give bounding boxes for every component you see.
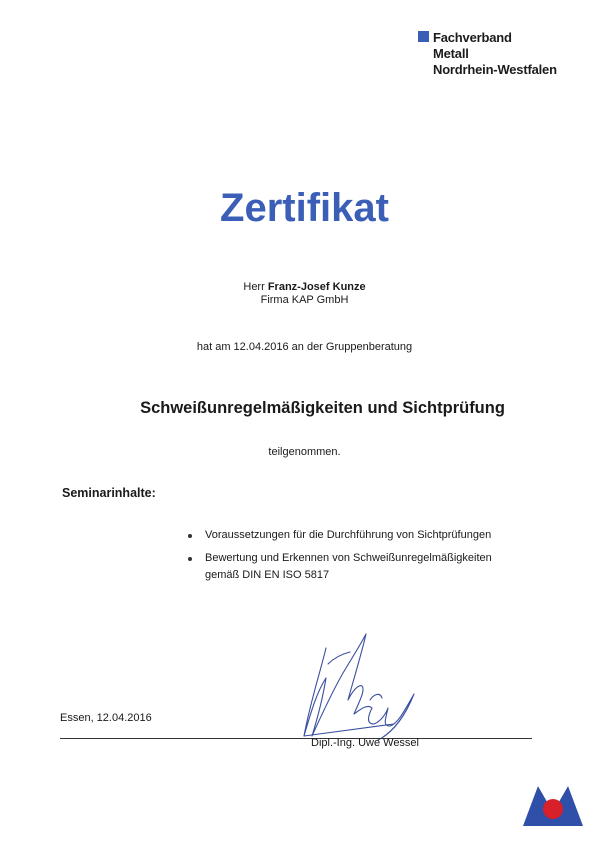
organization-name-line-3: Nordrhein-Westfalen	[433, 62, 557, 77]
list-item	[185, 527, 515, 545]
date-statement: hat am 12.04.2016 an der Gruppenberatung	[196, 341, 413, 353]
course-title: Schweißunregelmäßigkeiten und Sichtprüfung	[140, 399, 505, 417]
recipient-company: Firma KAP GmbH	[260, 294, 349, 306]
organization-name-line-1: Fachverband	[433, 30, 512, 45]
place-and-date: Essen, 12.04.2016	[60, 712, 152, 724]
seminar-heading: Seminarinhalte:	[62, 486, 156, 500]
bullet-icon	[188, 534, 192, 538]
signer-name: Dipl.-Ing. Uwe Wessel	[311, 737, 419, 749]
metall-m-logo-icon	[523, 782, 583, 826]
organization-name-line-2: Metall	[433, 46, 469, 61]
bullet-icon	[188, 557, 192, 561]
blue-square-icon	[418, 31, 429, 42]
seminar-item-text: Bewertung und Erkennen von Schweißunregelmäßigkeiten gemäß DIN EN ISO 5817	[205, 551, 492, 581]
participation-text: teilgenommen.	[268, 446, 341, 458]
certificate-title: Zertifikat	[220, 186, 389, 230]
signature-line	[60, 738, 532, 739]
recipient-salutation: Herr	[243, 281, 265, 293]
handwritten-signature	[282, 628, 432, 748]
list-item	[185, 550, 515, 585]
seminar-contents-list	[185, 527, 515, 590]
recipient-name-line	[0, 281, 609, 293]
recipient-name: Franz-Josef Kunze	[267, 281, 366, 293]
seminar-item-text: Voraussetzungen für die Durchführung von Sichtprüfungen	[205, 529, 492, 541]
